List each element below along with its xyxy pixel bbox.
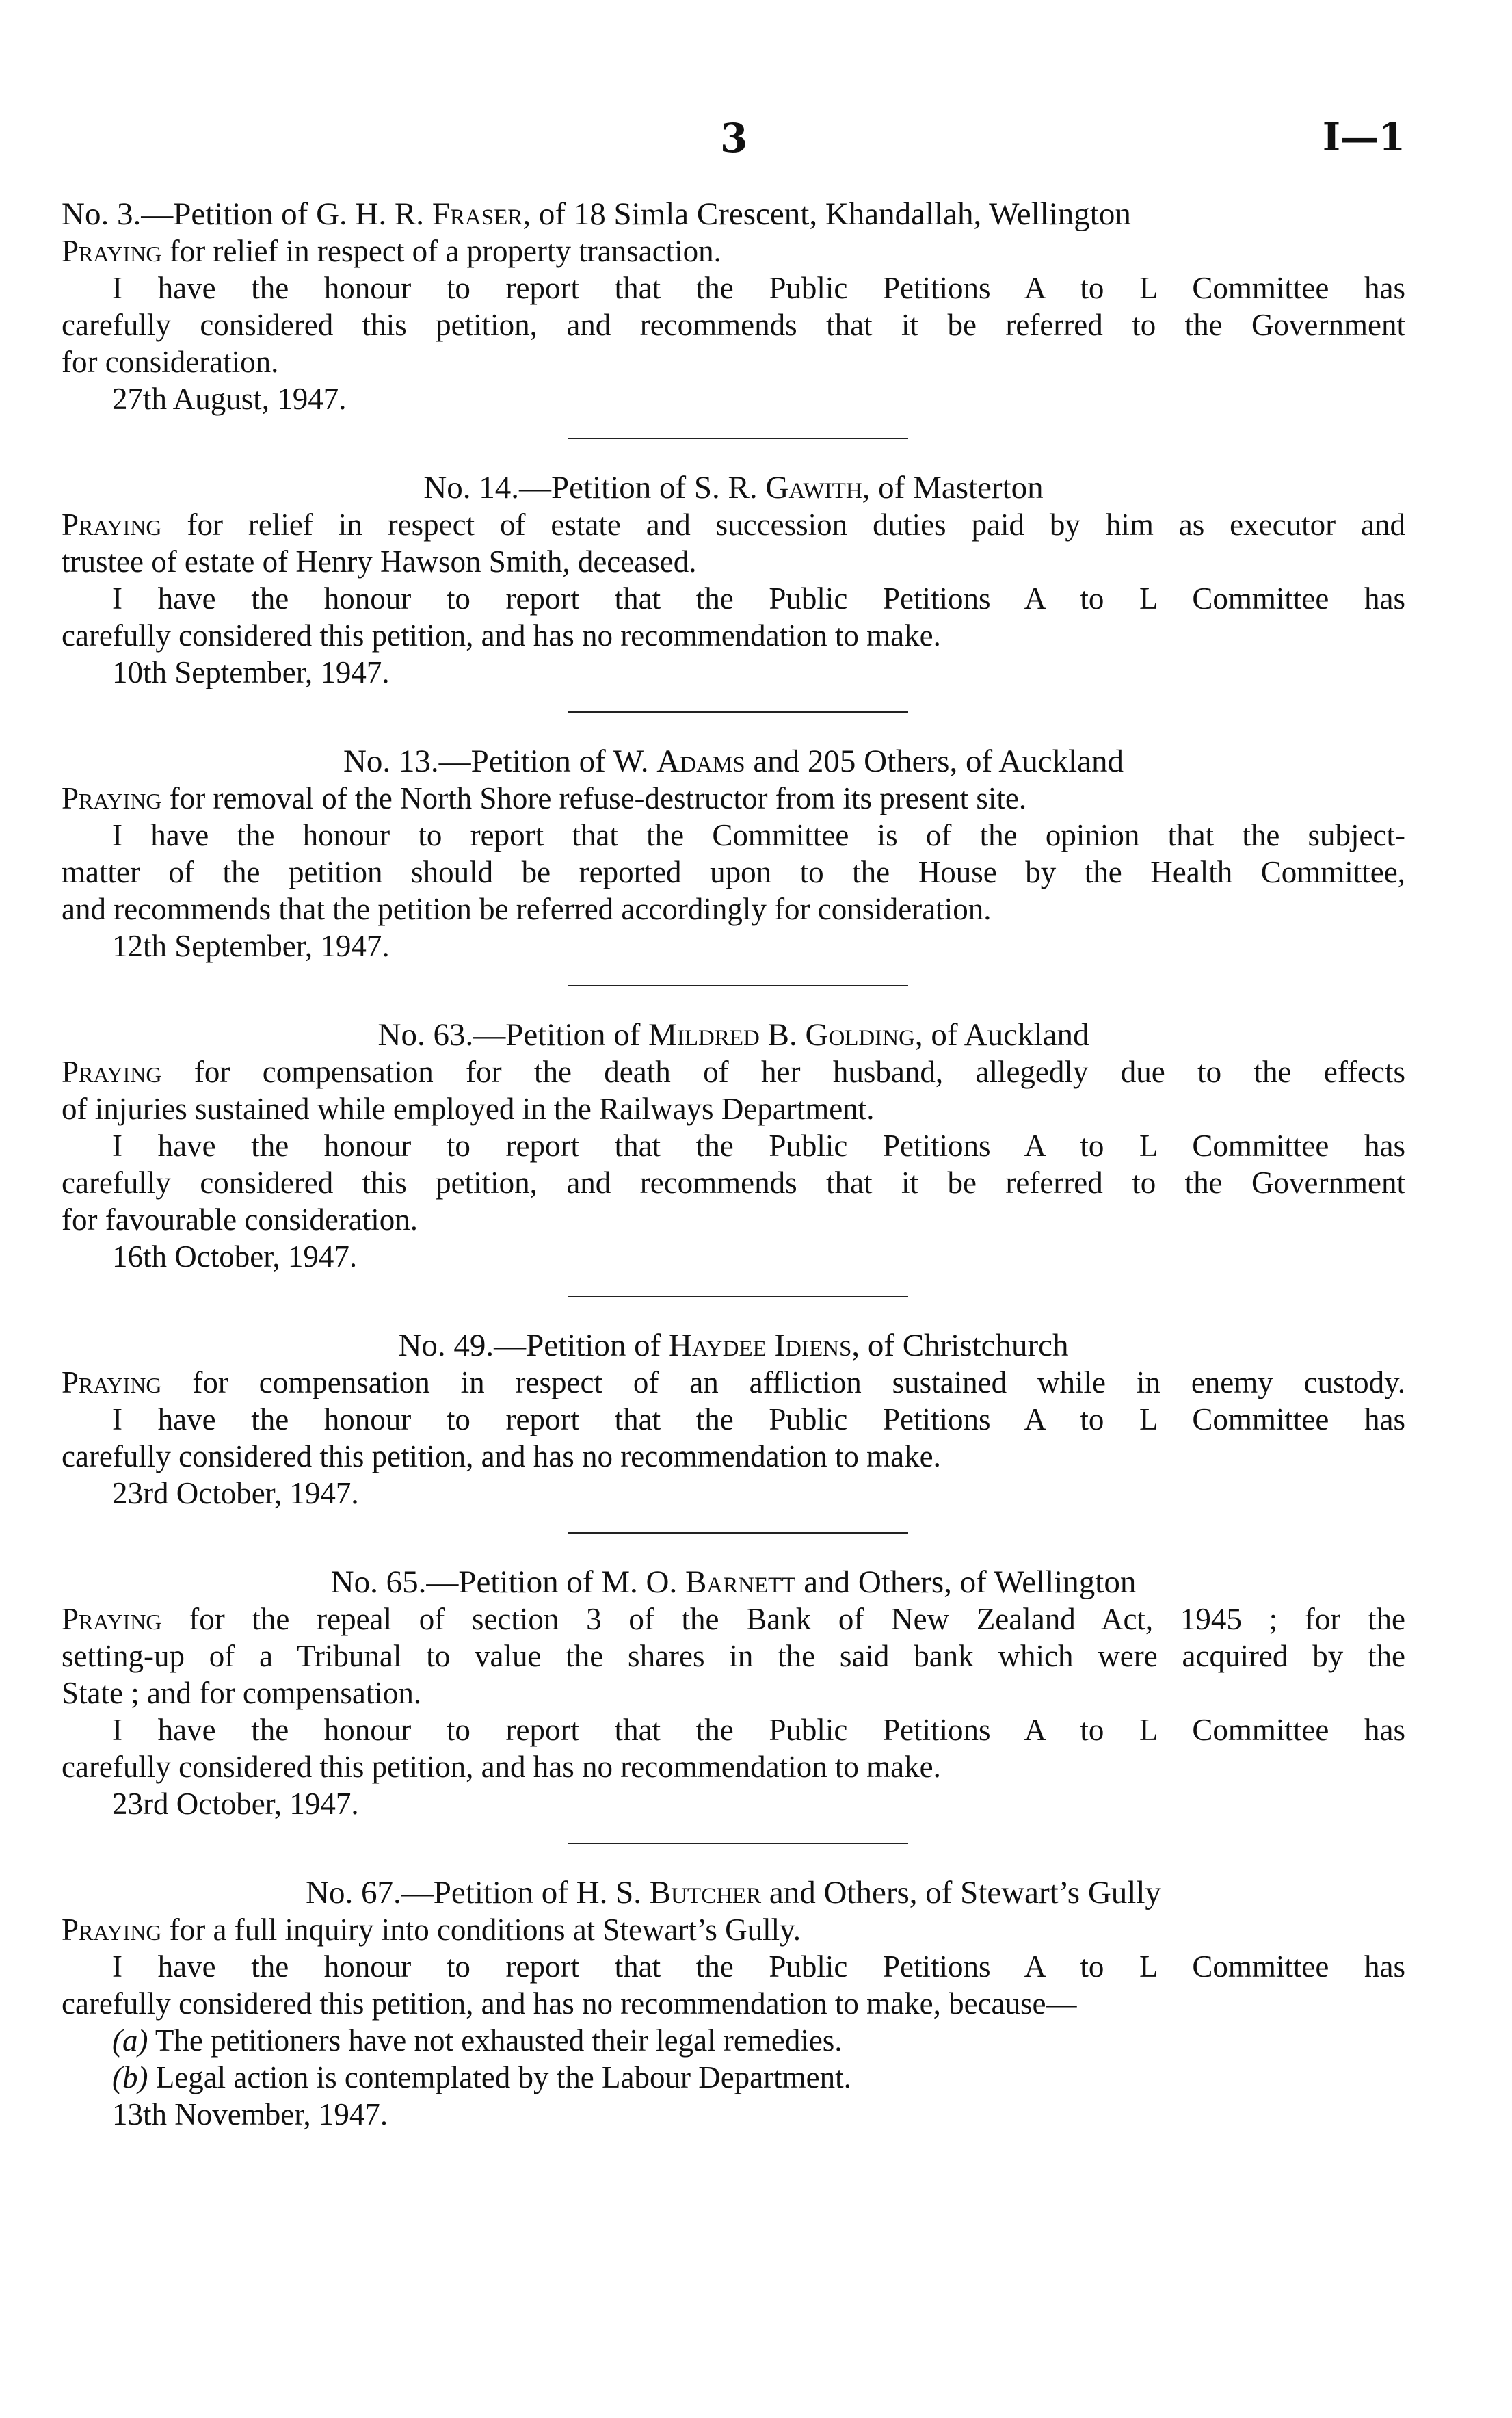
petition-entry [62, 743, 1405, 964]
report-line: and recommends that the petition be referred accordingly for consideration. [62, 892, 992, 926]
report-line: I have the honour to report that the Public Petitions A to L Committee has [112, 1713, 1405, 1747]
praying-line: Praying for a full inquiry into conditions at Stewart’s Gully. [62, 1913, 801, 1947]
petition-title: No. 13.—Petition of W. Adams and 205 Others, of Auckland [343, 744, 1124, 779]
petition-title: No. 65.—Petition of M. O. Barnett and Others, of Wellington [330, 1564, 1137, 1600]
report-line: I have the honour to report that the Public Petitions A to L Committee has [112, 581, 1405, 616]
section-divider [62, 417, 1405, 469]
report-line: matter of the petition should be reported upon to the House by the Health Committee, [62, 855, 1405, 889]
petition-date: 12th September, 1947. [112, 929, 390, 963]
section-divider [62, 964, 1405, 1016]
petition-title: No. 67.—Petition of H. S. Butcher and Others, of Stewart’s Gully [306, 1875, 1161, 1910]
report-line: I have the honour to report that the Committee is of the opinion that the subject- [112, 818, 1405, 852]
petition-title: No. 63.—Petition of Mildred B. Golding, of Auckland [377, 1017, 1089, 1053]
praying-line: State ; and for compensation. [62, 1676, 422, 1710]
petition-date: 23rd October, 1947. [112, 1476, 359, 1510]
report-line: carefully considered this petition, and recommends that it be referred to the Government [62, 1166, 1405, 1200]
reason-item: (a) The petitioners have not exhausted their legal remedies. [112, 2023, 843, 2058]
report-line: carefully considered this petition, and has no recommendation to make. [62, 1439, 941, 1473]
praying-line: Praying for relief in respect of estate and succession duties paid by him as executor and [62, 508, 1405, 542]
petition-date: 23rd October, 1947. [112, 1787, 359, 1821]
petition-title: No. 14.—Petition of S. R. Gawith, of Masterton [423, 470, 1044, 505]
report-line: carefully considered this petition, and has no recommendation to make. [62, 618, 941, 653]
report-line: for favourable consideration. [62, 1203, 419, 1237]
page-header [62, 115, 1405, 170]
petition-date: 27th August, 1947. [112, 382, 347, 416]
report-line: I have the honour to report that the Public Petitions A to L Committee has [112, 1949, 1405, 1984]
report-line: I have the honour to report that the Public Petitions A to L Committee has [112, 1129, 1405, 1163]
reason-item: (b) Legal action is contemplated by the Labour Department. [112, 2060, 851, 2094]
petition-entry [62, 1874, 1405, 2133]
section-divider [62, 1512, 1405, 1564]
petition-date: 10th September, 1947. [112, 655, 390, 689]
praying-line: Praying for the repeal of section 3 of the Bank of New Zealand Act, 1945 ; for the [62, 1602, 1405, 1636]
page-number: 3 [720, 115, 748, 161]
section-divider [62, 691, 1405, 743]
praying-line: Praying for compensation in respect of an affliction sustained while in enemy custody. [62, 1365, 1405, 1399]
petition-entry [62, 1564, 1405, 1822]
document-body [62, 196, 1405, 2133]
petition-title: No. 49.—Petition of Haydee Idiens, of Christchurch [398, 1328, 1069, 1363]
petition-date: 16th October, 1947. [112, 1239, 358, 1274]
report-line: I have the honour to report that the Public Petitions A to L Committee has [112, 1402, 1405, 1436]
petition-entry [62, 1016, 1405, 1275]
section-divider [62, 1275, 1405, 1327]
report-line: for consideration. [62, 345, 279, 379]
praying-line: setting-up of a Tribunal to value the shares in the said bank which were acquired by the [62, 1639, 1405, 1673]
petition-entry [62, 1327, 1405, 1512]
petition-title: No. 3.—Petition of G. H. R. Fraser, of 18 Simla Crescent, Khandallah, Wellington [62, 196, 1131, 232]
praying-line: of injuries sustained while employed in the Railways Department. [62, 1092, 875, 1126]
report-line: I have the honour to report that the Public Petitions A to L Committee has [112, 271, 1405, 305]
report-line: carefully considered this petition, and has no recommendation to make, because— [62, 1986, 1077, 2021]
praying-line: Praying for relief in respect of a property transaction. [62, 234, 721, 268]
praying-line: trustee of estate of Henry Hawson Smith, deceased. [62, 544, 697, 579]
report-line: carefully considered this petition, and recommends that it be referred to the Government [62, 308, 1405, 342]
report-line: carefully considered this petition, and has no recommendation to make. [62, 1750, 941, 1784]
praying-line: Praying for compensation for the death of her husband, allegedly due to the effects [62, 1055, 1405, 1089]
petition-entry [62, 196, 1405, 417]
petition-entry [62, 469, 1405, 691]
petition-date: 13th November, 1947. [112, 2097, 388, 2131]
paper-code: I—1 [1322, 115, 1405, 160]
section-divider [62, 1822, 1405, 1874]
praying-line: Praying for removal of the North Shore refuse-destructor from its present site. [62, 781, 1027, 815]
